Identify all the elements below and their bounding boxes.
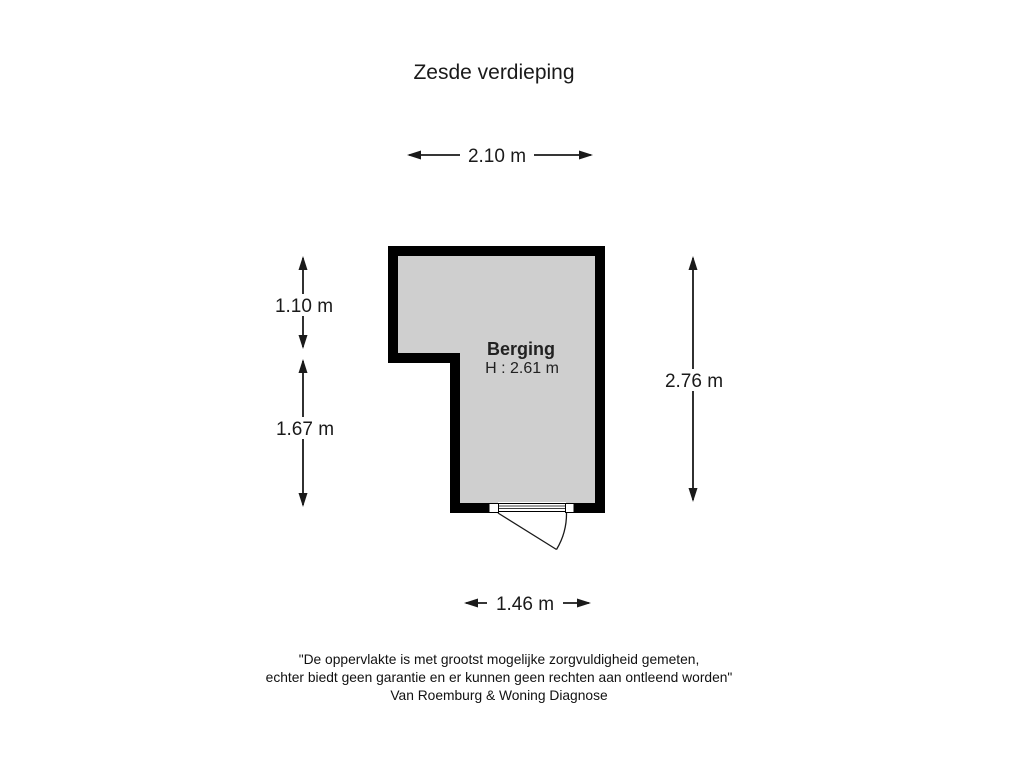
disclaimer	[266, 652, 733, 703]
dimension-bottom	[464, 592, 591, 615]
arrowhead-up-icon	[689, 256, 698, 270]
door-threshold	[499, 504, 566, 512]
dimension-left-lower	[273, 359, 337, 507]
dimension-top	[407, 144, 593, 167]
page-title: Zesde verdieping	[413, 61, 575, 84]
room-height-label: H : 2.61 m	[485, 360, 559, 377]
arrowhead-up-icon	[299, 256, 308, 270]
arrowhead-down-icon	[299, 493, 308, 507]
dimension-label: 2.76 m	[664, 371, 724, 392]
arrowhead-up-icon	[299, 359, 308, 373]
door-swing-arc	[557, 513, 567, 550]
dimension-right	[662, 256, 726, 502]
room-outline	[393, 251, 600, 508]
dimension-label: 1.46 m	[495, 594, 555, 615]
arrowhead-left-icon	[464, 599, 478, 608]
door-jamb-right	[566, 504, 575, 513]
disclaimer-line-2: echter biedt geen garantie en er kunnen geen rechten aan ontleend worden"	[265, 670, 733, 685]
disclaimer-line-1: "De oppervlakte is met grootst mogelijke zorgvuldigheid gemeten,	[298, 652, 700, 667]
arrowhead-down-icon	[299, 335, 308, 349]
door-leaf	[498, 513, 557, 550]
dimension-label: 2.10 m	[467, 146, 527, 167]
arrowhead-left-icon	[407, 151, 421, 160]
arrowhead-right-icon	[579, 151, 593, 160]
dimension-label: 1.10 m	[274, 296, 334, 317]
door	[489, 502, 574, 550]
door-jamb-left	[489, 504, 499, 513]
dimension-label: 1.67 m	[275, 419, 335, 440]
dimension-left-upper	[272, 256, 336, 349]
arrowhead-down-icon	[689, 488, 698, 502]
room-name-label: Berging	[486, 339, 556, 359]
disclaimer-line-3: Van Roemburg & Woning Diagnose	[390, 688, 608, 703]
arrowhead-right-icon	[577, 599, 591, 608]
